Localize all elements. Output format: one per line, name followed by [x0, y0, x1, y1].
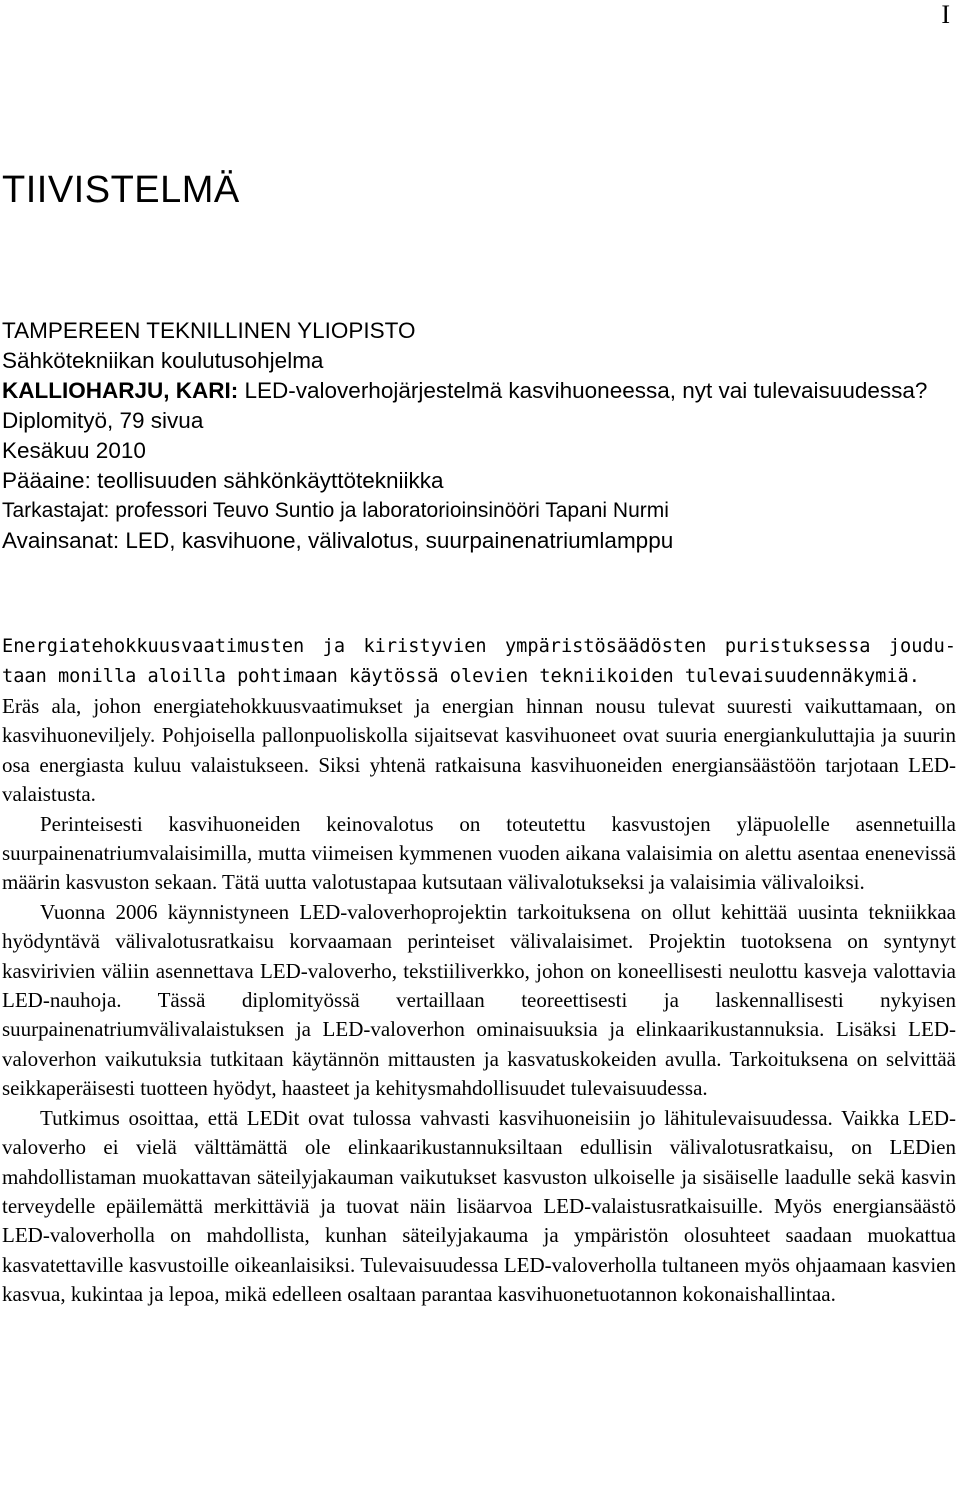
abstract-paragraph-1: Eräs ala, johon energiatehokkuusvaatimukset ja energian hinnan nousu tulevat suuresti vaikuttamaan, on kasvihuoneviljely. Pohjoisella pallonpuoliskolla sijaitsevat kasvihuoneet ovat suuria energiankuluttajia ja suurin osa energiasta kuluu valaistukseen. Siksi yhtenä ratkaisuna kasvihuoneiden energiansäästöön tarjotaan LED-valaistusta. — [2, 694, 956, 807]
degree-programme: Sähkötekniikan koulutusohjelma — [2, 348, 324, 373]
author-name: KALLIOHARJU, KARI: — [2, 378, 239, 403]
thesis-metadata — [2, 316, 954, 556]
examiners: Tarkastajat: professori Teuvo Suntio ja laboratorioinsinööri Tapani Nurmi — [2, 499, 669, 522]
abstract-paragraph-4: Tutkimus osoittaa, että LEDit ovat tulossa vahvasti kasvihuoneisiin jo lähitulevaisuudessa. Vaikka LED-valoverho ei vielä välttämättä ole elinkaarikustannuksiltaan edullisin välivalotusratkaisu, on LEDien mahdollistaman muokattavan säteilyjakauman vaikutukset kasvuston ulkoiselle ja sisäiselle laadulle sekä kasvin terveydelle epäilemättä merkittäviä ja tuovat näin lisäarvoa LED-valaistusratkaisuille. Myös energiansäästö LED-valoverholla on mahdollista, kunhan säteilyjakauma ja ympäristön olosuhteet saadaan muokattua kasvatettaville kasvustoille oikeanlaisiksi. Tulevaisuudessa LED-valoverholla tultaneen myös ohjaamaan kasvien kasvua, kukintaa ja lepoa, mikä edelleen osaltaan parantaa kasvihuonetuotannon kokonaishallintaa. — [2, 1105, 956, 1307]
author-and-title — [2, 376, 954, 406]
abstract-lead-lines — [2, 632, 956, 692]
abstract-body — [2, 692, 956, 1310]
abstract-paragraph-3: Vuonna 2006 käynnistyneen LED-valoverhoprojektin tarkoituksena on ollut kehittää uusinta tekniikkaa hyödyntävä välivalotusratkaisu korvaamaan perinteiset välivalaisimet. Projektin tuotoksena on syntynyt kasvirivien väliin asennettava LED-valoverho, tekstiiliverkko, johon on koneellisesti neulottu kasveja valottavia LED-nauhoja. Tässä diplomityössä vertaillaan teoreettisesti ja laskennallisesti nykyisen suurpainenatriumvälivalaistuksen ja LED-valoverhon ominaisuuksia ja elinkaarikustannuksia. Lisäksi LED-valoverhon vaikutuksia tutkitaan käytännön mittausten ja kasvatuskokeiden avulla. Tarkoituksena on selvittää seikkaperäisesti tuotteen hyödyt, haasteet ja kehitysmahdollisuudet tulevaisuudessa. — [2, 899, 956, 1101]
keywords: Avainsanat: LED, kasvihuone, välivalotus, suurpainenatriumlamppu — [2, 528, 674, 553]
major-subject: Pääaine: teollisuuden sähkönkäyttötekniikka — [2, 468, 444, 493]
thesis-title: LED-valoverhojärjestelmä kasvihuoneessa, nyt vai tulevaisuudessa? — [244, 378, 928, 403]
page-number: I — [941, 0, 950, 29]
abstract-lead-line-1: Energiatehokkuusvaatimusten ja kiristyvien ympäristösäädösten puristuksessa joudu- — [2, 636, 956, 657]
university-name: TAMPEREEN TEKNILLINEN YLIOPISTO — [2, 318, 416, 343]
abstract-title: TIIVISTELMÄ — [2, 169, 240, 211]
thesis-date: Kesäkuu 2010 — [2, 438, 146, 463]
thesis-info: Diplomityö, 79 sivua — [2, 408, 204, 433]
abstract-paragraph-2: Perinteisesti kasvihuoneiden keinovalotus on toteutettu kasvustojen yläpuolelle asennetuilla suurpainenatriumvalaisimilla, mutta viimeisen kymmenen vuoden aikana valaisimia on alettu asentaa enenevissä määrin kasvuston sekaan. Tätä uutta valotustapaa kutsutaan välivalotukseksi ja valaisimia välivaloiksi. — [2, 811, 956, 895]
abstract-lead-line-2: taan monilla aloilla pohtimaan käytössä olevien tekniikoiden tulevaisuudennäkymiä. — [2, 666, 920, 687]
